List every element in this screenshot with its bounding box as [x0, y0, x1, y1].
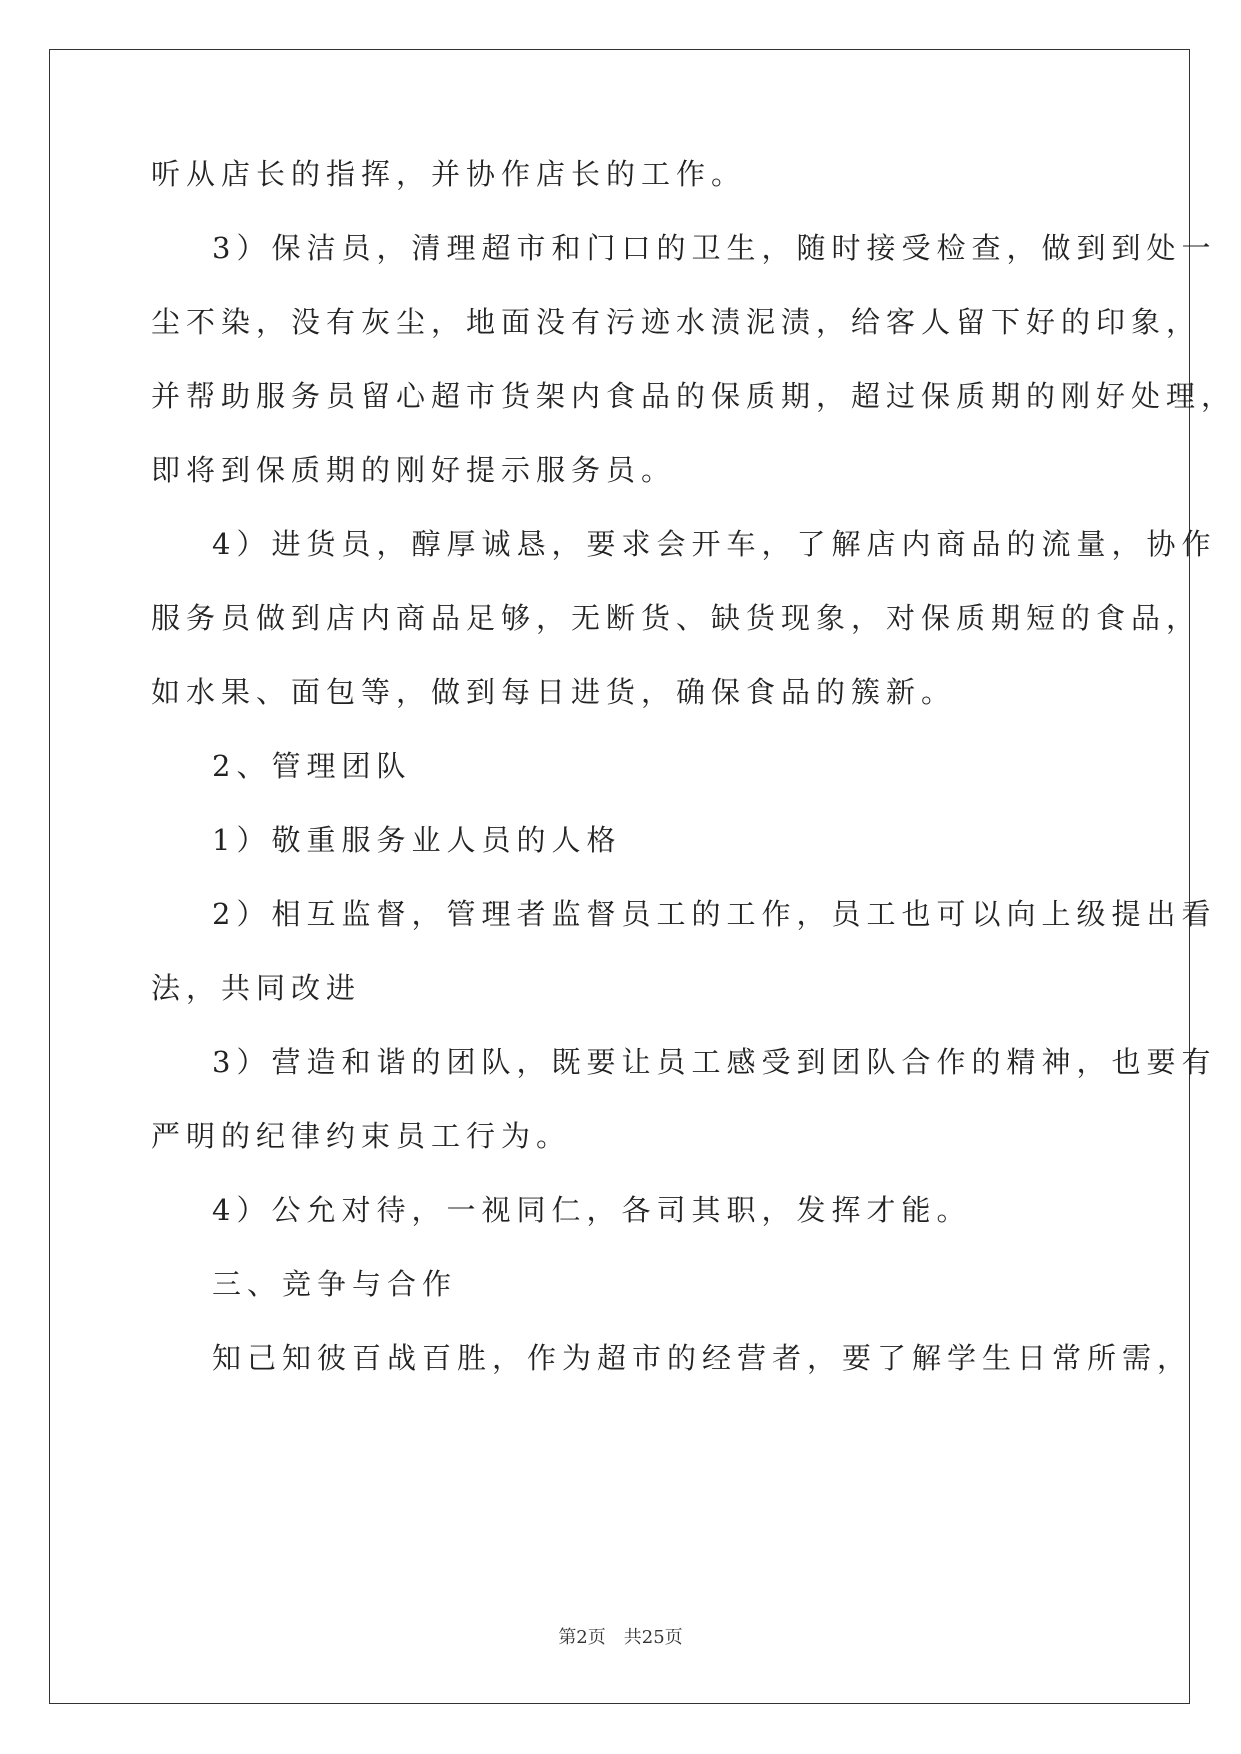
text-line: 服务员做到店内商品足够，无断货、缺货现象，对保质期短的食品， — [151, 601, 1202, 635]
page-border — [49, 49, 1193, 1704]
page-number-footer: 第2页 共25页 — [558, 1627, 683, 1648]
text-line: 3）保洁员，清理超市和门口的卫生，随时接受检查，做到到处一 — [212, 231, 1217, 265]
text-line: 4）进货员，醇厚诚恳，要求会开车，了解店内商品的流量，协作 — [212, 527, 1217, 561]
section-heading: 2、管理团队 — [212, 749, 412, 783]
text-line: 如水果、面包等，做到每日进货，确保食品的簇新。 — [151, 675, 957, 709]
section-heading: 三、竞争与合作 — [212, 1267, 458, 1301]
text-line: 2）相互监督，管理者监督员工的工作，员工也可以向上级提出看 — [212, 897, 1217, 931]
text-line: 1）敬重服务业人员的人格 — [212, 823, 622, 857]
text-line: 尘不染，没有灰尘，地面没有污迹水渍泥渍，给客人留下好的印象， — [151, 305, 1202, 339]
text-line: 并帮助服务员留心超市货架内食品的保质期，超过保质期的刚好处理， — [151, 379, 1237, 413]
text-line: 严明的纪律约束员工行为。 — [151, 1119, 572, 1153]
text-line: 即将到保质期的刚好提示服务员。 — [151, 453, 677, 487]
text-line: 法，共同改进 — [151, 971, 362, 1005]
text-line: 4）公允对待，一视同仁，各司其职，发挥才能。 — [212, 1193, 972, 1227]
text-line: 知己知彼百战百胜，作为超市的经营者，要了解学生日常所需， — [212, 1341, 1193, 1375]
text-line: 3）营造和谐的团队，既要让员工感受到团队合作的精神，也要有 — [212, 1045, 1217, 1079]
text-line: 听从店长的指挥，并协作店长的工作。 — [151, 157, 747, 191]
